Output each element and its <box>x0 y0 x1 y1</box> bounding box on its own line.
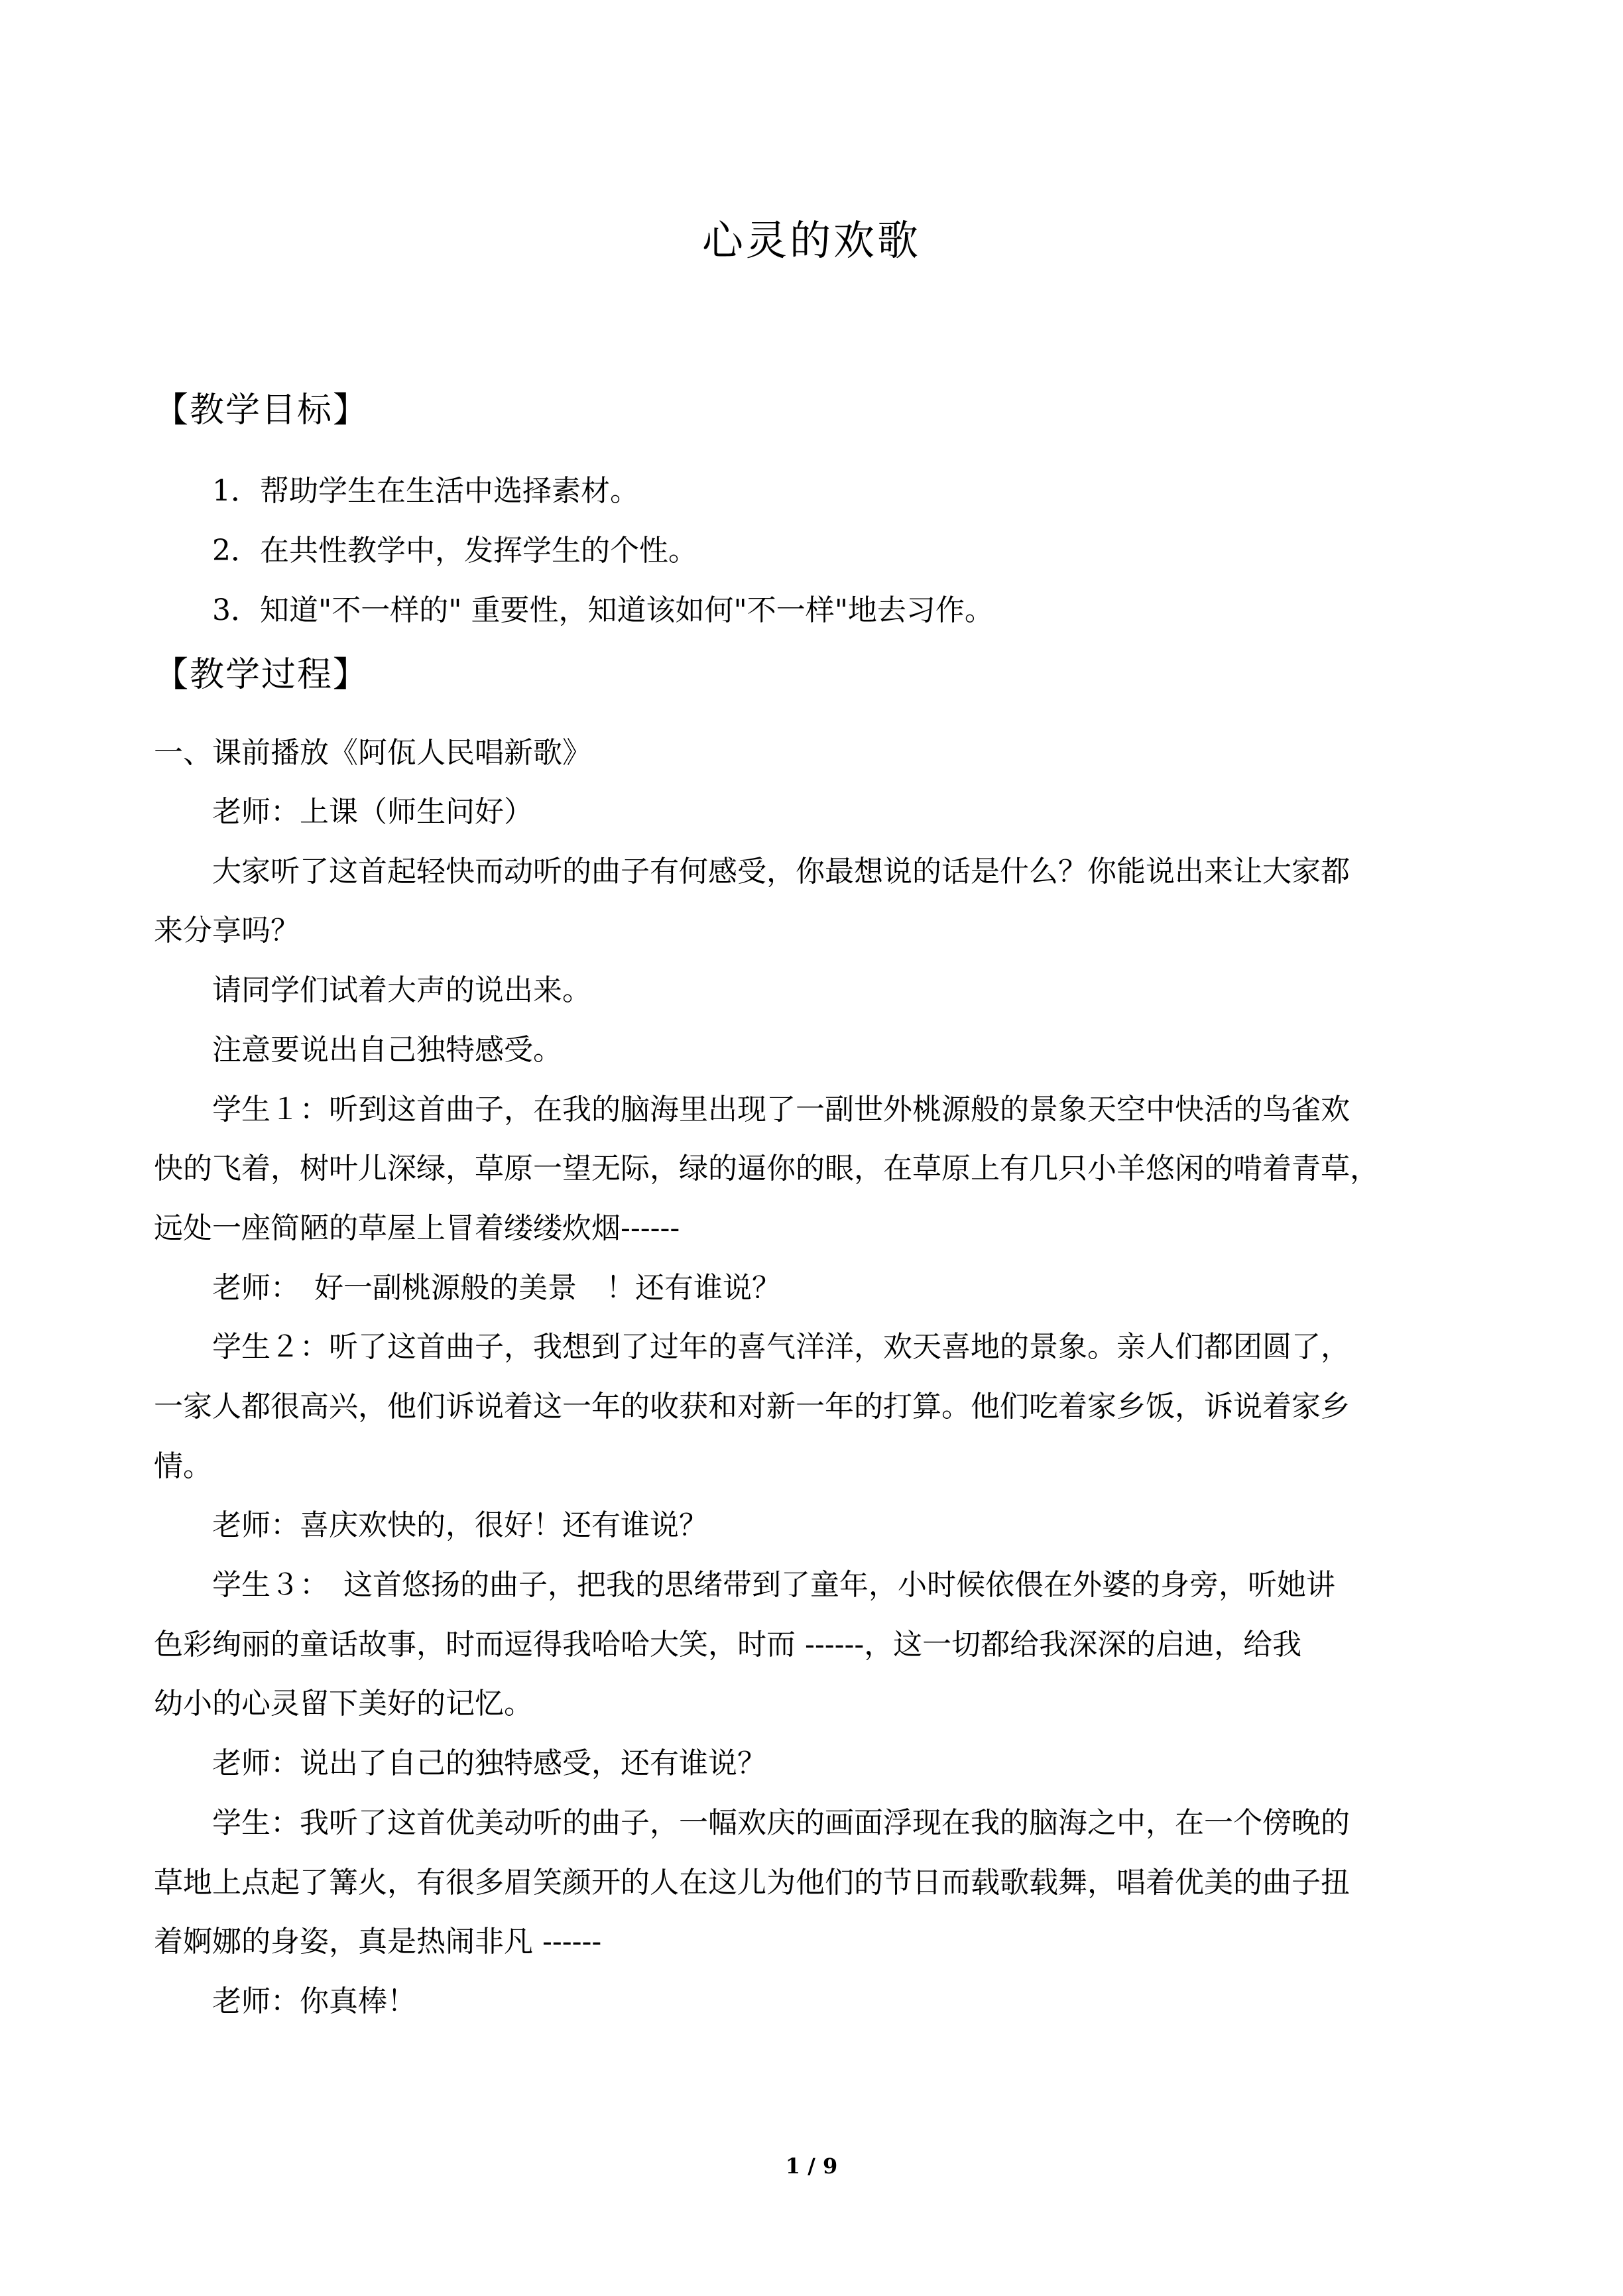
paragraph-line: 学生２：听了这首曲子，我想到了过年的喜气洋洋，欢天喜地的景象。亲人们都团圆了， <box>212 1330 1350 1364</box>
paragraph-line: 一家人都很高兴，他们诉说着这一年的收获和对新一年的打算。他们吃着家乡饭，诉说着家乡 <box>154 1390 1350 1423</box>
paragraph-line: 老师： 好一副桃源般的美景 ！还有谁说？ <box>212 1271 781 1305</box>
paragraph-line: 注意要说出自己独特感受。 <box>212 1033 562 1067</box>
paragraph-line: 大家听了这首起轻快而动听的曲子有何感受，你最想说的话是什么？你能说出来让大家都 <box>212 855 1350 888</box>
paragraph-line: 老师：喜庆欢快的，很好！还有谁说？ <box>212 1508 708 1542</box>
section-heading-process: 【教学过程】 <box>154 655 369 695</box>
paragraph-line: 快的飞着，树叶儿深绿，草原一望无际，绿的逼你的眼，在草原上有几只小羊悠闲的啃着青草， <box>154 1152 1379 1185</box>
paragraph-line: 学生：我听了这首优美动听的曲子，一幅欢庆的画面浮现在我的脑海之中，在一个傍晚的 <box>212 1806 1350 1840</box>
section-heading-goals: 【教学目标】 <box>154 391 369 430</box>
paragraph-line: 远处一座简陋的草屋上冒着缕缕炊烟------ <box>154 1211 680 1245</box>
paragraph-line: 来分享吗？ <box>154 914 300 947</box>
paragraph-line: 学生３： 这首悠扬的曲子，把我的思绪带到了童年，小时候依偎在外婆的身旁，听她讲 <box>212 1568 1335 1602</box>
page-number: 1 / 9 <box>785 2153 838 2179</box>
goal-item: 3．知道"不一样的" 重要性，知道该如何"不一样"地去习作。 <box>212 593 994 627</box>
goal-item: 2．在共性教学中，发挥学生的个性。 <box>212 534 697 568</box>
paragraph-line: 着婀娜的身姿，真是热闹非凡 ------ <box>154 1925 602 1959</box>
goal-item: 1．帮助学生在生活中选择素材。 <box>212 474 639 508</box>
paragraph-line: 情。 <box>154 1449 212 1483</box>
paragraph-line: 草地上点起了篝火，有很多眉笑颜开的人在这儿为他们的节日而载歌载舞，唱着优美的曲子扭 <box>154 1866 1350 1900</box>
paragraph-line: 学生１：听到这首曲子，在我的脑海里出现了一副世外桃源般的景象天空中快活的鸟雀欢 <box>212 1093 1350 1126</box>
paragraph-line: 老师：你真棒！ <box>212 1984 416 2018</box>
paragraph-line: 幼小的心灵留下美好的记忆。 <box>154 1687 533 1721</box>
paragraph-line: 老师：说出了自己的独特感受，还有谁说？ <box>212 1746 766 1780</box>
paragraph-line: 老师：上课（师生问好） <box>212 795 533 829</box>
paragraph-line: 色彩绚丽的童话故事，时而逗得我哈哈大笑，时而 ------，这一切都给我深深的启迪，给我 <box>154 1628 1302 1662</box>
paragraph-line: 一、课前播放《阿佤人民唱新歌》 <box>154 736 591 770</box>
page-title: 心灵的欢歌 <box>701 216 921 265</box>
paragraph-line: 请同学们试着大声的说出来。 <box>212 973 591 1007</box>
